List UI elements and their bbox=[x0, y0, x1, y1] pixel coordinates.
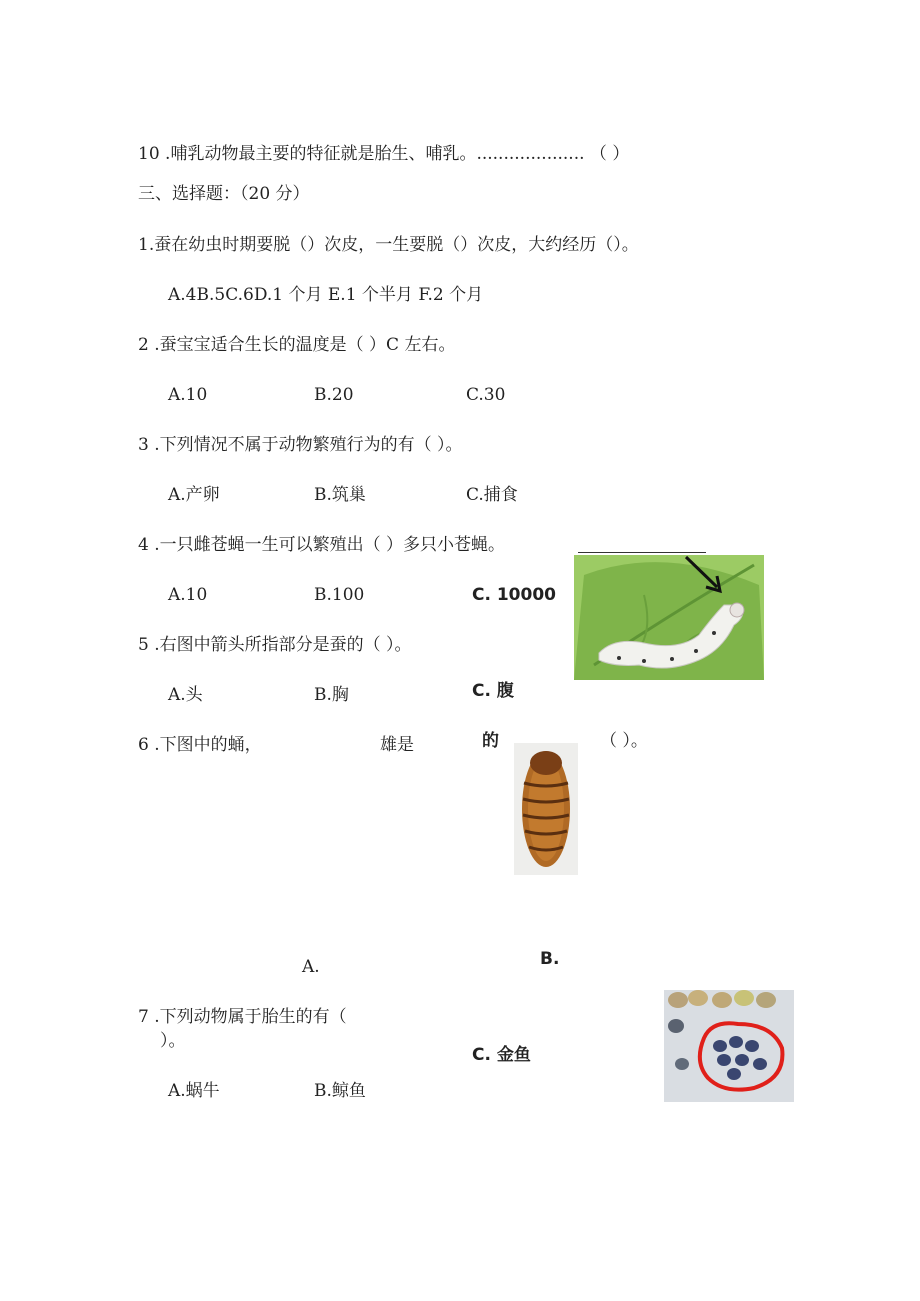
question-2-option-a: A.10 bbox=[168, 385, 208, 405]
question-4: 4 .一只雌苍蝇一生可以繁殖出（ ）多只小苍蝇。 bbox=[138, 535, 506, 555]
question-4-option-b: B.100 bbox=[314, 585, 365, 605]
question-4-option-c: C. 10000 bbox=[472, 585, 556, 605]
section-3-heading: 三、选择题：（20 分） bbox=[138, 184, 310, 204]
question-7-option-a: A.蜗牛 bbox=[168, 1081, 220, 1101]
question-5-option-c: C. 腹 bbox=[472, 681, 514, 701]
question-7-option-b: B.鲸鱼 bbox=[314, 1081, 366, 1101]
question-3-option-a: A.产卵 bbox=[168, 485, 220, 505]
question-1-options: A.4B.5C.6D.1 个月 E.1 个半月 F.2 个月 bbox=[168, 285, 484, 305]
question-1: 1.蚕在幼虫时期要脱（）次皮，一生要脱（）次皮，大约经历（）。 bbox=[138, 235, 639, 255]
question-6: 6 .下图中的蛹， bbox=[138, 735, 262, 755]
question-2: 2 .蚕宝宝适合生长的温度是（ ）C 左右。 bbox=[138, 335, 456, 355]
question-5-option-a: A.头 bbox=[168, 685, 203, 705]
question-6-de: 的 bbox=[482, 731, 499, 751]
question-3: 3 .下列情况不属于动物繁殖行为的有（ ）。 bbox=[138, 435, 463, 455]
question-6-option-b: B. bbox=[540, 949, 560, 969]
question-3-option-c: C.捕食 bbox=[466, 485, 518, 505]
pupa-image bbox=[514, 743, 578, 875]
question-7-option-c: C. 金鱼 bbox=[472, 1045, 531, 1065]
question-5-option-b: B.胸 bbox=[314, 685, 349, 705]
question-10: 10 .哺乳动物最主要的特征就是胎生、哺乳。.................... （ ） bbox=[138, 144, 630, 164]
question-6-male-label: 雄是 bbox=[380, 735, 414, 755]
question-2-option-b: B.20 bbox=[314, 385, 354, 405]
answer-underline bbox=[578, 552, 706, 553]
question-3-option-b: B.筑巢 bbox=[314, 485, 366, 505]
question-6-paren: （ ）。 bbox=[600, 731, 648, 751]
question-5: 5 .右图中箭头所指部分是蚕的（ ）。 bbox=[138, 635, 412, 655]
question-7: 7 .下列动物属于胎生的有（ bbox=[138, 1007, 347, 1027]
silkworm-image bbox=[574, 555, 764, 680]
question-7-continued: ）。 bbox=[160, 1031, 186, 1051]
question-6-option-a: A. bbox=[302, 957, 320, 977]
question-4-option-a: A.10 bbox=[168, 585, 208, 605]
eggs-image bbox=[664, 990, 794, 1102]
question-2-option-c: C.30 bbox=[466, 385, 506, 405]
